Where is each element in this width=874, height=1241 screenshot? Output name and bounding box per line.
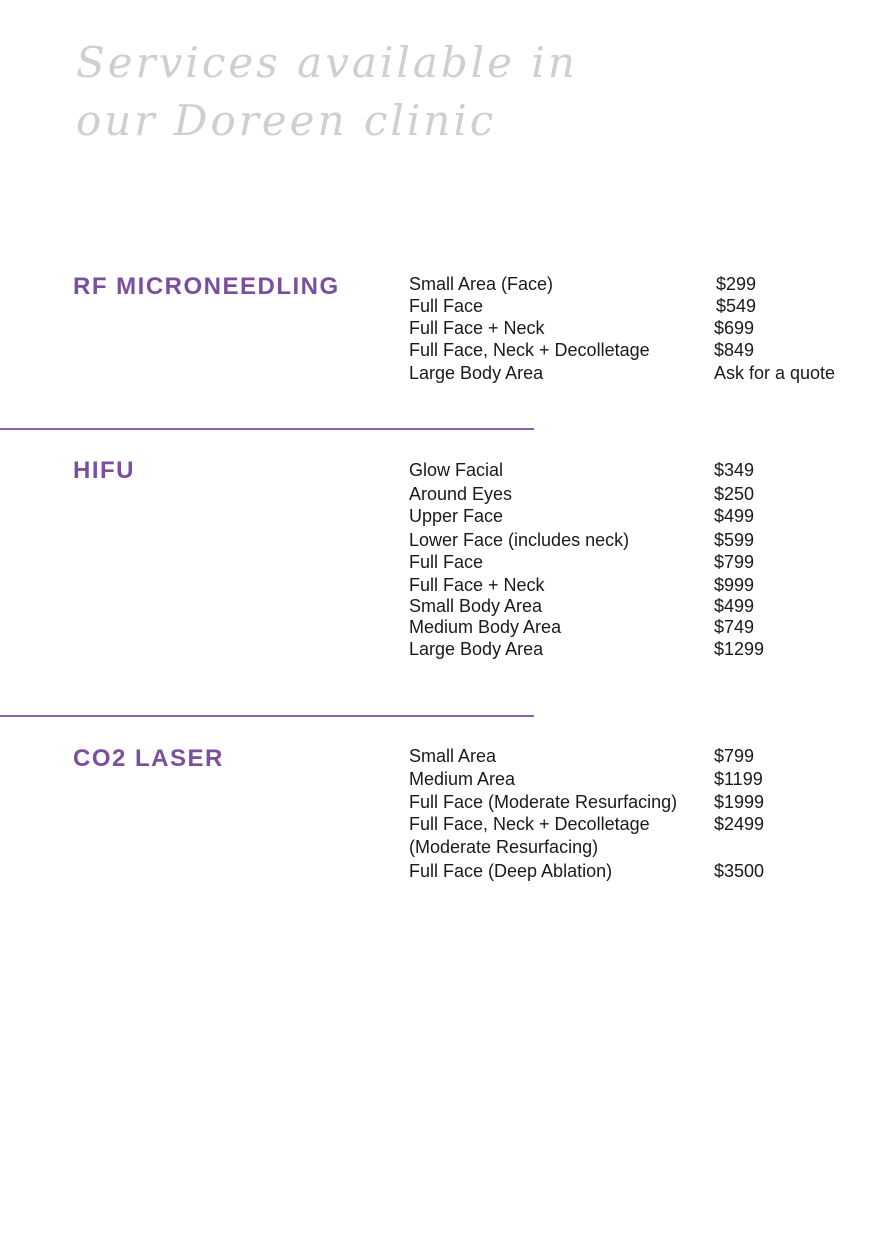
price-row: [409, 483, 859, 505]
service-price: $3500: [714, 861, 765, 881]
service-price: $999: [714, 575, 755, 595]
section-divider: [0, 428, 534, 430]
service-name: Full Face (Moderate Resurfacing): [409, 792, 678, 812]
section-title-hifu: HIFU: [73, 457, 135, 484]
price-row: [409, 459, 859, 481]
service-price: $799: [714, 552, 755, 572]
price-row: [409, 791, 859, 813]
section-title-co2-laser: CO2 LASER: [73, 745, 224, 772]
page-title-line-1: Services available in: [76, 38, 578, 87]
service-name: Lower Face (includes neck): [409, 530, 630, 550]
service-name: Full Face: [409, 552, 484, 572]
service-name: Full Face + Neck: [409, 575, 545, 595]
service-name: Full Face, Neck + Decolletage: [409, 814, 650, 834]
service-price: $2499: [714, 814, 765, 834]
service-name: Small Body Area: [409, 596, 543, 616]
page-title: [76, 34, 576, 150]
service-price: $250: [714, 484, 755, 504]
page-title-line-2: our Doreen clinic: [76, 96, 497, 145]
service-price: $749: [714, 617, 755, 637]
price-row: [409, 574, 859, 596]
service-name: Large Body Area: [409, 363, 544, 383]
price-row: [409, 595, 859, 617]
price-row: [409, 362, 859, 384]
service-price: $1299: [714, 639, 765, 659]
price-row: [409, 813, 859, 835]
service-price: $599: [714, 530, 755, 550]
price-row: [409, 273, 859, 295]
service-name: Small Area (Face): [409, 274, 554, 294]
service-name: Upper Face: [409, 506, 504, 526]
price-row: [409, 317, 859, 339]
service-name: Glow Facial: [409, 460, 504, 480]
price-row: [409, 295, 859, 317]
section-divider: [0, 715, 534, 717]
price-row: [409, 836, 859, 858]
price-row: [409, 638, 859, 660]
service-price: $299: [716, 274, 757, 294]
service-price: $849: [714, 340, 755, 360]
service-price: $549: [716, 296, 757, 316]
service-name: Full Face + Neck: [409, 318, 545, 338]
price-row: [409, 339, 859, 361]
section-title-rf-microneedling: RF MICRONEEDLING: [73, 273, 340, 300]
service-price: $499: [714, 506, 755, 526]
service-name: Full Face: [409, 296, 484, 316]
service-name: Full Face, Neck + Decolletage: [409, 340, 650, 360]
price-row: [409, 745, 859, 767]
service-price: $1199: [714, 769, 763, 789]
price-row: [409, 505, 859, 527]
service-price: $799: [714, 746, 755, 766]
service-price: $499: [714, 596, 755, 616]
service-price: $699: [714, 318, 755, 338]
service-name: Full Face (Deep Ablation): [409, 861, 613, 881]
service-price: $349: [714, 460, 755, 480]
service-name: Medium Body Area: [409, 617, 562, 637]
service-name: Medium Area: [409, 769, 516, 789]
service-name: Around Eyes: [409, 484, 513, 504]
service-name: Large Body Area: [409, 639, 544, 659]
price-row: [409, 768, 859, 790]
price-row: [409, 551, 859, 573]
service-name-continued: (Moderate Resurfacing): [409, 837, 599, 857]
price-row: [409, 860, 859, 882]
service-price: $1999: [714, 792, 765, 812]
service-price: Ask for a quote: [714, 363, 836, 383]
price-row: [409, 616, 859, 638]
price-row: [409, 529, 859, 551]
service-name: Small Area: [409, 746, 497, 766]
